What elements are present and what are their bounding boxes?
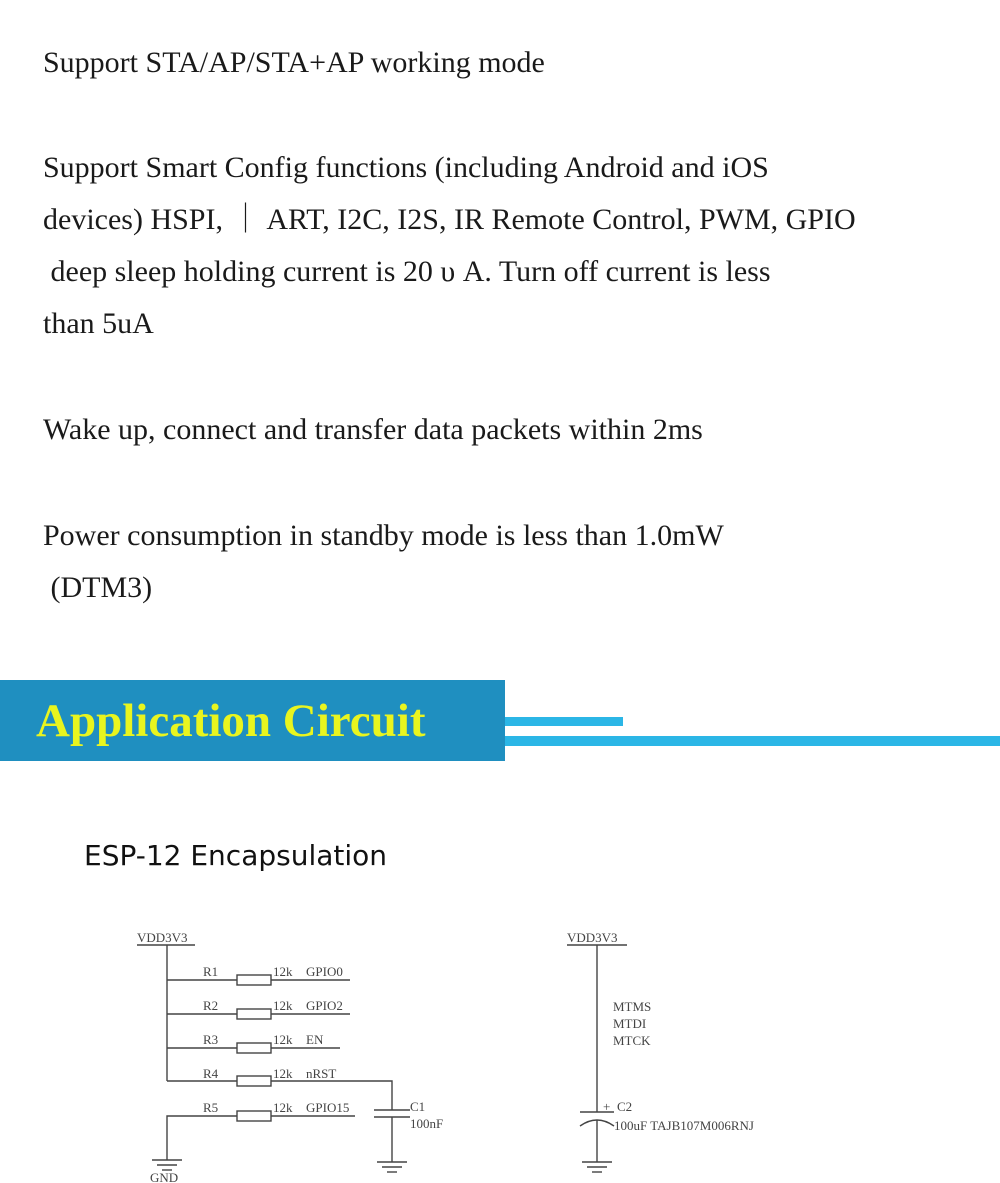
resistor-ref: R3: [203, 1032, 219, 1047]
vdd-label-left: VDD3V3: [137, 930, 188, 945]
net-label: GPIO2: [306, 998, 343, 1013]
ground-symbol-left: [150, 1160, 182, 1183]
net-label: EN: [306, 1032, 324, 1047]
resistor-value: 12k: [273, 1032, 293, 1047]
feature-line: than 5uA: [43, 307, 154, 340]
resistor-r5: [167, 1100, 355, 1160]
feature-line: devices) HSPI, ｜ ART, I2C, I2S, IR Remote Control, PWM, GPIO: [43, 203, 856, 236]
capacitor-value: 100uF TAJB107M006RNJ: [614, 1118, 754, 1133]
resistor-ref: R2: [203, 998, 219, 1013]
schematic-diagram: [0, 890, 1000, 1183]
gnd-label: GND: [150, 1170, 179, 1183]
net-label: GPIO0: [306, 964, 343, 979]
circuit-subtitle: ESP-12 Encapsulation: [84, 839, 388, 872]
net-label-mtms: MTMS: [613, 999, 652, 1014]
net-label-mtck: MTCK: [613, 1033, 651, 1048]
resistor-value: 12k: [273, 964, 293, 979]
feature-text: Support STA/AP/STA+AP working mode: [43, 46, 545, 79]
resistor-r2: [167, 998, 350, 1019]
resistor-ref: R4: [203, 1066, 219, 1081]
feature-line: Power consumption in standby mode is less than 1.0mW: [43, 519, 724, 552]
capacitor-c2: [580, 1099, 754, 1172]
resistor-value: 12k: [273, 998, 293, 1013]
net-label-mtdi: MTDI: [613, 1016, 647, 1031]
net-label: GPIO15: [306, 1100, 350, 1115]
feature-line: Support Smart Config functions (including Android and iOS: [43, 151, 769, 184]
capacitor-ref: C2: [617, 1099, 633, 1114]
resistor-value: 12k: [273, 1100, 293, 1115]
capacitor-value: 100nF: [410, 1116, 444, 1131]
resistor-r1: [167, 964, 350, 985]
resistor-ref: R5: [203, 1100, 219, 1115]
feature-working-mode: [43, 37, 545, 89]
resistor-ref: R1: [203, 964, 219, 979]
feature-smart-config: [43, 142, 856, 350]
feature-line: deep sleep holding current is 20 υ A. Turn off current is less: [43, 255, 771, 288]
feature-text: Wake up, connect and transfer data packets within 2ms: [43, 413, 703, 446]
feature-power-consumption: [43, 510, 724, 614]
accent-bar-short: [505, 717, 623, 726]
accent-bar-long: [505, 736, 1000, 746]
section-title: Application Circuit: [36, 695, 426, 747]
vdd-label-right: VDD3V3: [567, 930, 618, 945]
feature-line: (DTM3): [43, 571, 153, 604]
feature-wake-up: [43, 404, 703, 456]
resistor-value: 12k: [273, 1066, 293, 1081]
resistor-r3: [167, 1032, 340, 1053]
capacitor-ref: C1: [410, 1099, 426, 1114]
capacitor-c1: [374, 1099, 443, 1172]
capacitor-polarity: +: [603, 1099, 611, 1114]
net-label: nRST: [306, 1066, 337, 1081]
